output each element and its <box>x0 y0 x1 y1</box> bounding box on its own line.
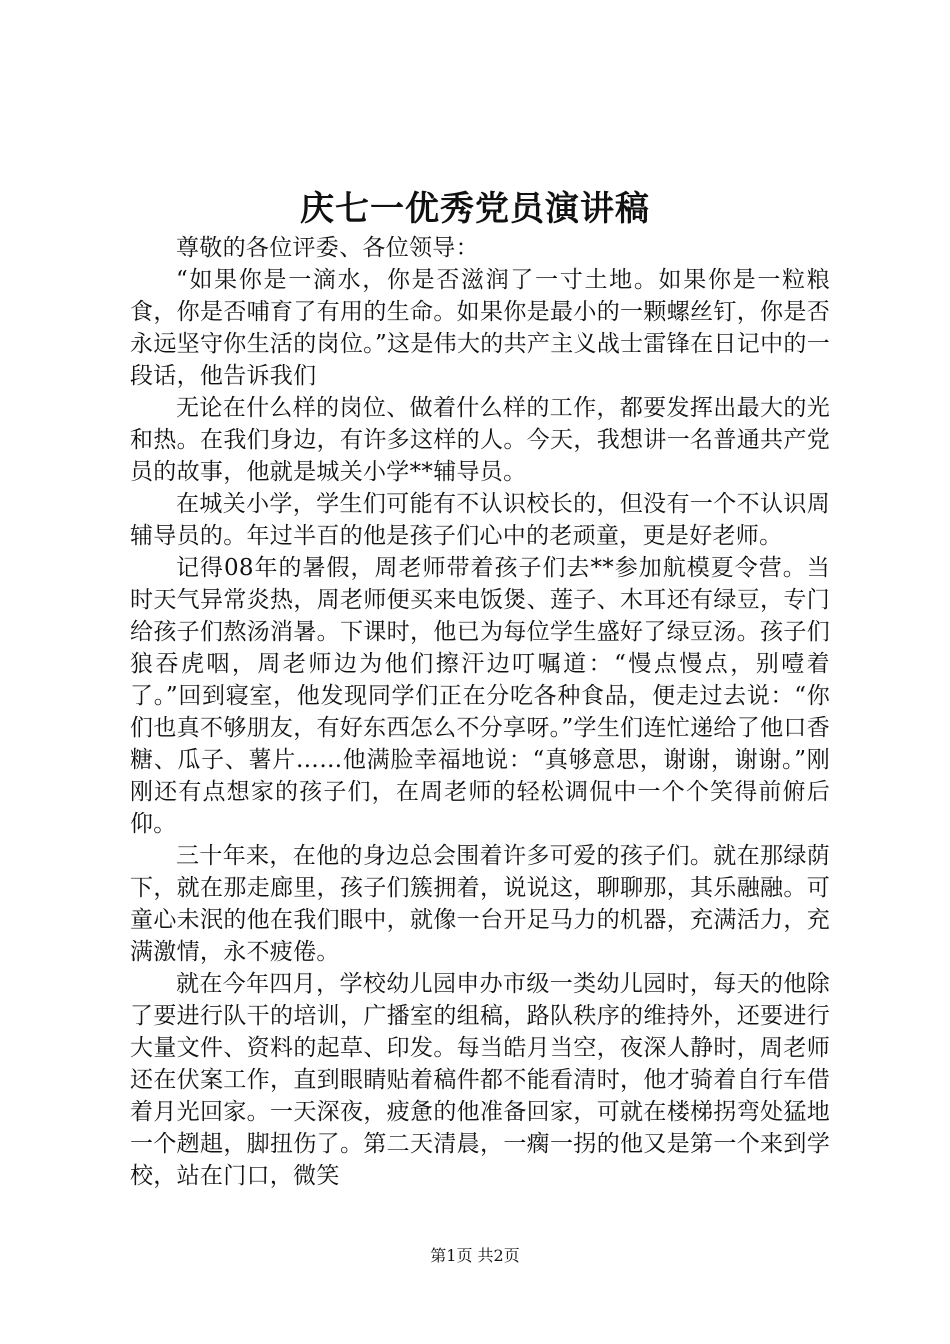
paragraph: “如果你是一滴水，你是否滋润了一寸土地。如果你是一粒粮食，你是否哺育了有用的生命。如果你是最小的一颗螺丝钉，你是否永远坚守你生活的岗位。”这是伟大的共产主义战士雷锋在日记中的一段话，他告诉我们 <box>130 267 830 389</box>
paragraph: 在城关小学，学生们可能有不认识校长的，但没有一个不认识周辅导员的。年过半百的他是孩子们心中的老顽童，更是好老师。 <box>130 491 830 549</box>
paragraph: 无论在什么样的岗位、做着什么样的工作，都要发挥出最大的光和热。在我们身边，有许多这样的人。今天，我想讲一名普通共产党员的故事，他就是城关小学**辅导员。 <box>130 395 830 485</box>
paragraph: 记得08年的暑假，周老师带着孩子们去**参加航模夏令营。当时天气异常炎热，周老师便买来电饭煲、莲子、木耳还有绿豆，专门给孩子们熬汤消暑。下课时，他已为每位学生盛好了绿豆汤。孩子们狼吞虎咽，周老师边为他们擦汗边叮嘱道：“慢点慢点，别噎着了。”回到寝室，他发现同学们正在分吃各种食品，便走过去说：“你们也真不够朋友，有好东西怎么不分享呀。”学生们连忙递给了他口香糖、瓜子、薯片……他满脸幸福地说：“真够意思，谢谢，谢谢。”刚刚还有点想家的孩子们，在周老师的轻松调侃中一个个笑得前俯后仰。 <box>130 555 830 837</box>
paragraph: 三十年来，在他的身边总会围着许多可爱的孩子们。就在那绿荫下，就在那走廊里，孩子们簇拥着，说说这，聊聊那，其乐融融。可童心未泯的他在我们眼中，就像一台开足马力的机器，充满活力，充满激情，永不疲倦。 <box>130 843 830 965</box>
page-number-footer: 第1页 共2页 <box>430 1246 520 1265</box>
paragraph-salutation: 尊敬的各位评委、各位领导： <box>176 235 479 261</box>
document-title: 庆七一优秀党员演讲稿 <box>300 189 650 229</box>
paragraph: 就在今年四月，学校幼儿园申办市级一类幼儿园时，每天的他除了要进行队干的培训，广播室的组稿，路队秩序的维持外，还要进行大量文件、资料的起草、印发。每当皓月当空，夜深人静时，周老师还在伏案工作，直到眼睛贴着稿件都不能看清时，他才骑着自行车借着月光回家。一天深夜，疲惫的他准备回家，可就在楼梯拐弯处猛地一个趔趄，脚扭伤了。第二天清晨，一瘸一拐的他又是第一个来到学校，站在门口，微笑 <box>130 971 830 1189</box>
document-body <box>130 232 830 1192</box>
